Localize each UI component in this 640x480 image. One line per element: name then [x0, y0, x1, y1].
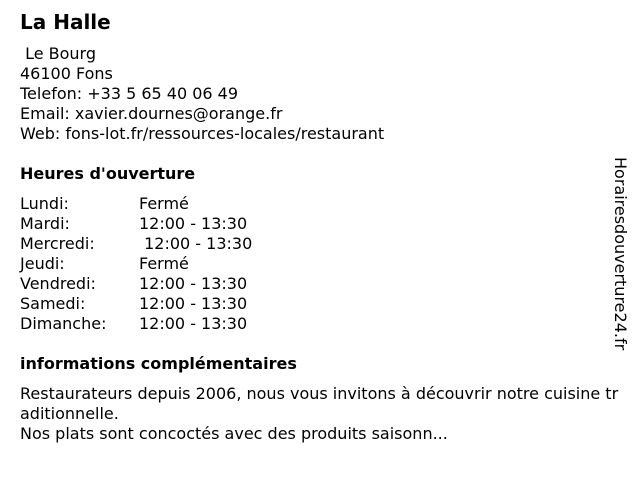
day-label: Lundi: [20, 194, 69, 213]
time-value: 12:00 - 13:30 [139, 214, 248, 233]
hours-row-monday [20, 194, 252, 214]
day-label: Vendredi: [20, 274, 96, 293]
hours-row-thursday [20, 254, 252, 274]
info-text [20, 384, 620, 444]
info-heading: informations complémentaires [20, 354, 297, 373]
info-paragraph-truncated: Nos plats sont concoctés avec des produits saisonn... [20, 424, 448, 443]
contact-block [20, 44, 384, 144]
hours-table [20, 194, 252, 334]
time-value: 12:00 - 13:30 [139, 234, 253, 253]
day-label: Mardi: [20, 214, 70, 233]
hours-row-friday [20, 274, 252, 294]
time-value: 12:00 - 13:30 [139, 294, 248, 313]
watermark [600, 134, 640, 374]
time-value: Fermé [139, 254, 189, 273]
business-name: La Halle [20, 10, 111, 34]
address-line2: 46100 Fons [20, 64, 113, 83]
day-label: Jeudi: [20, 254, 65, 273]
day-label: Mercredi: [20, 234, 95, 253]
watermark-text: Horairesdouverture24.fr [611, 157, 630, 351]
phone-text: Telefon: +33 5 65 40 06 49 [20, 84, 239, 103]
hours-row-sunday [20, 314, 252, 334]
hours-heading: Heures d'ouverture [20, 164, 196, 183]
hours-row-saturday [20, 294, 252, 314]
day-label: Dimanche: [20, 314, 107, 333]
info-paragraph: Restaurateurs depuis 2006, nous vous invitons à découvrir notre cuisine traditionnelle. [20, 384, 619, 423]
website-text: Web: fons-lot.fr/ressources-locales/restaurant [20, 124, 385, 143]
hours-row-wednesday [20, 234, 252, 254]
time-value: 12:00 - 13:30 [139, 274, 248, 293]
time-value: Fermé [139, 194, 189, 213]
day-label: Samedi: [20, 294, 86, 313]
email-text: Email: xavier.dournes@orange.fr [20, 104, 283, 123]
time-value: 12:00 - 13:30 [139, 314, 248, 333]
address-line1: Le Bourg [20, 44, 97, 63]
hours-row-tuesday [20, 214, 252, 234]
